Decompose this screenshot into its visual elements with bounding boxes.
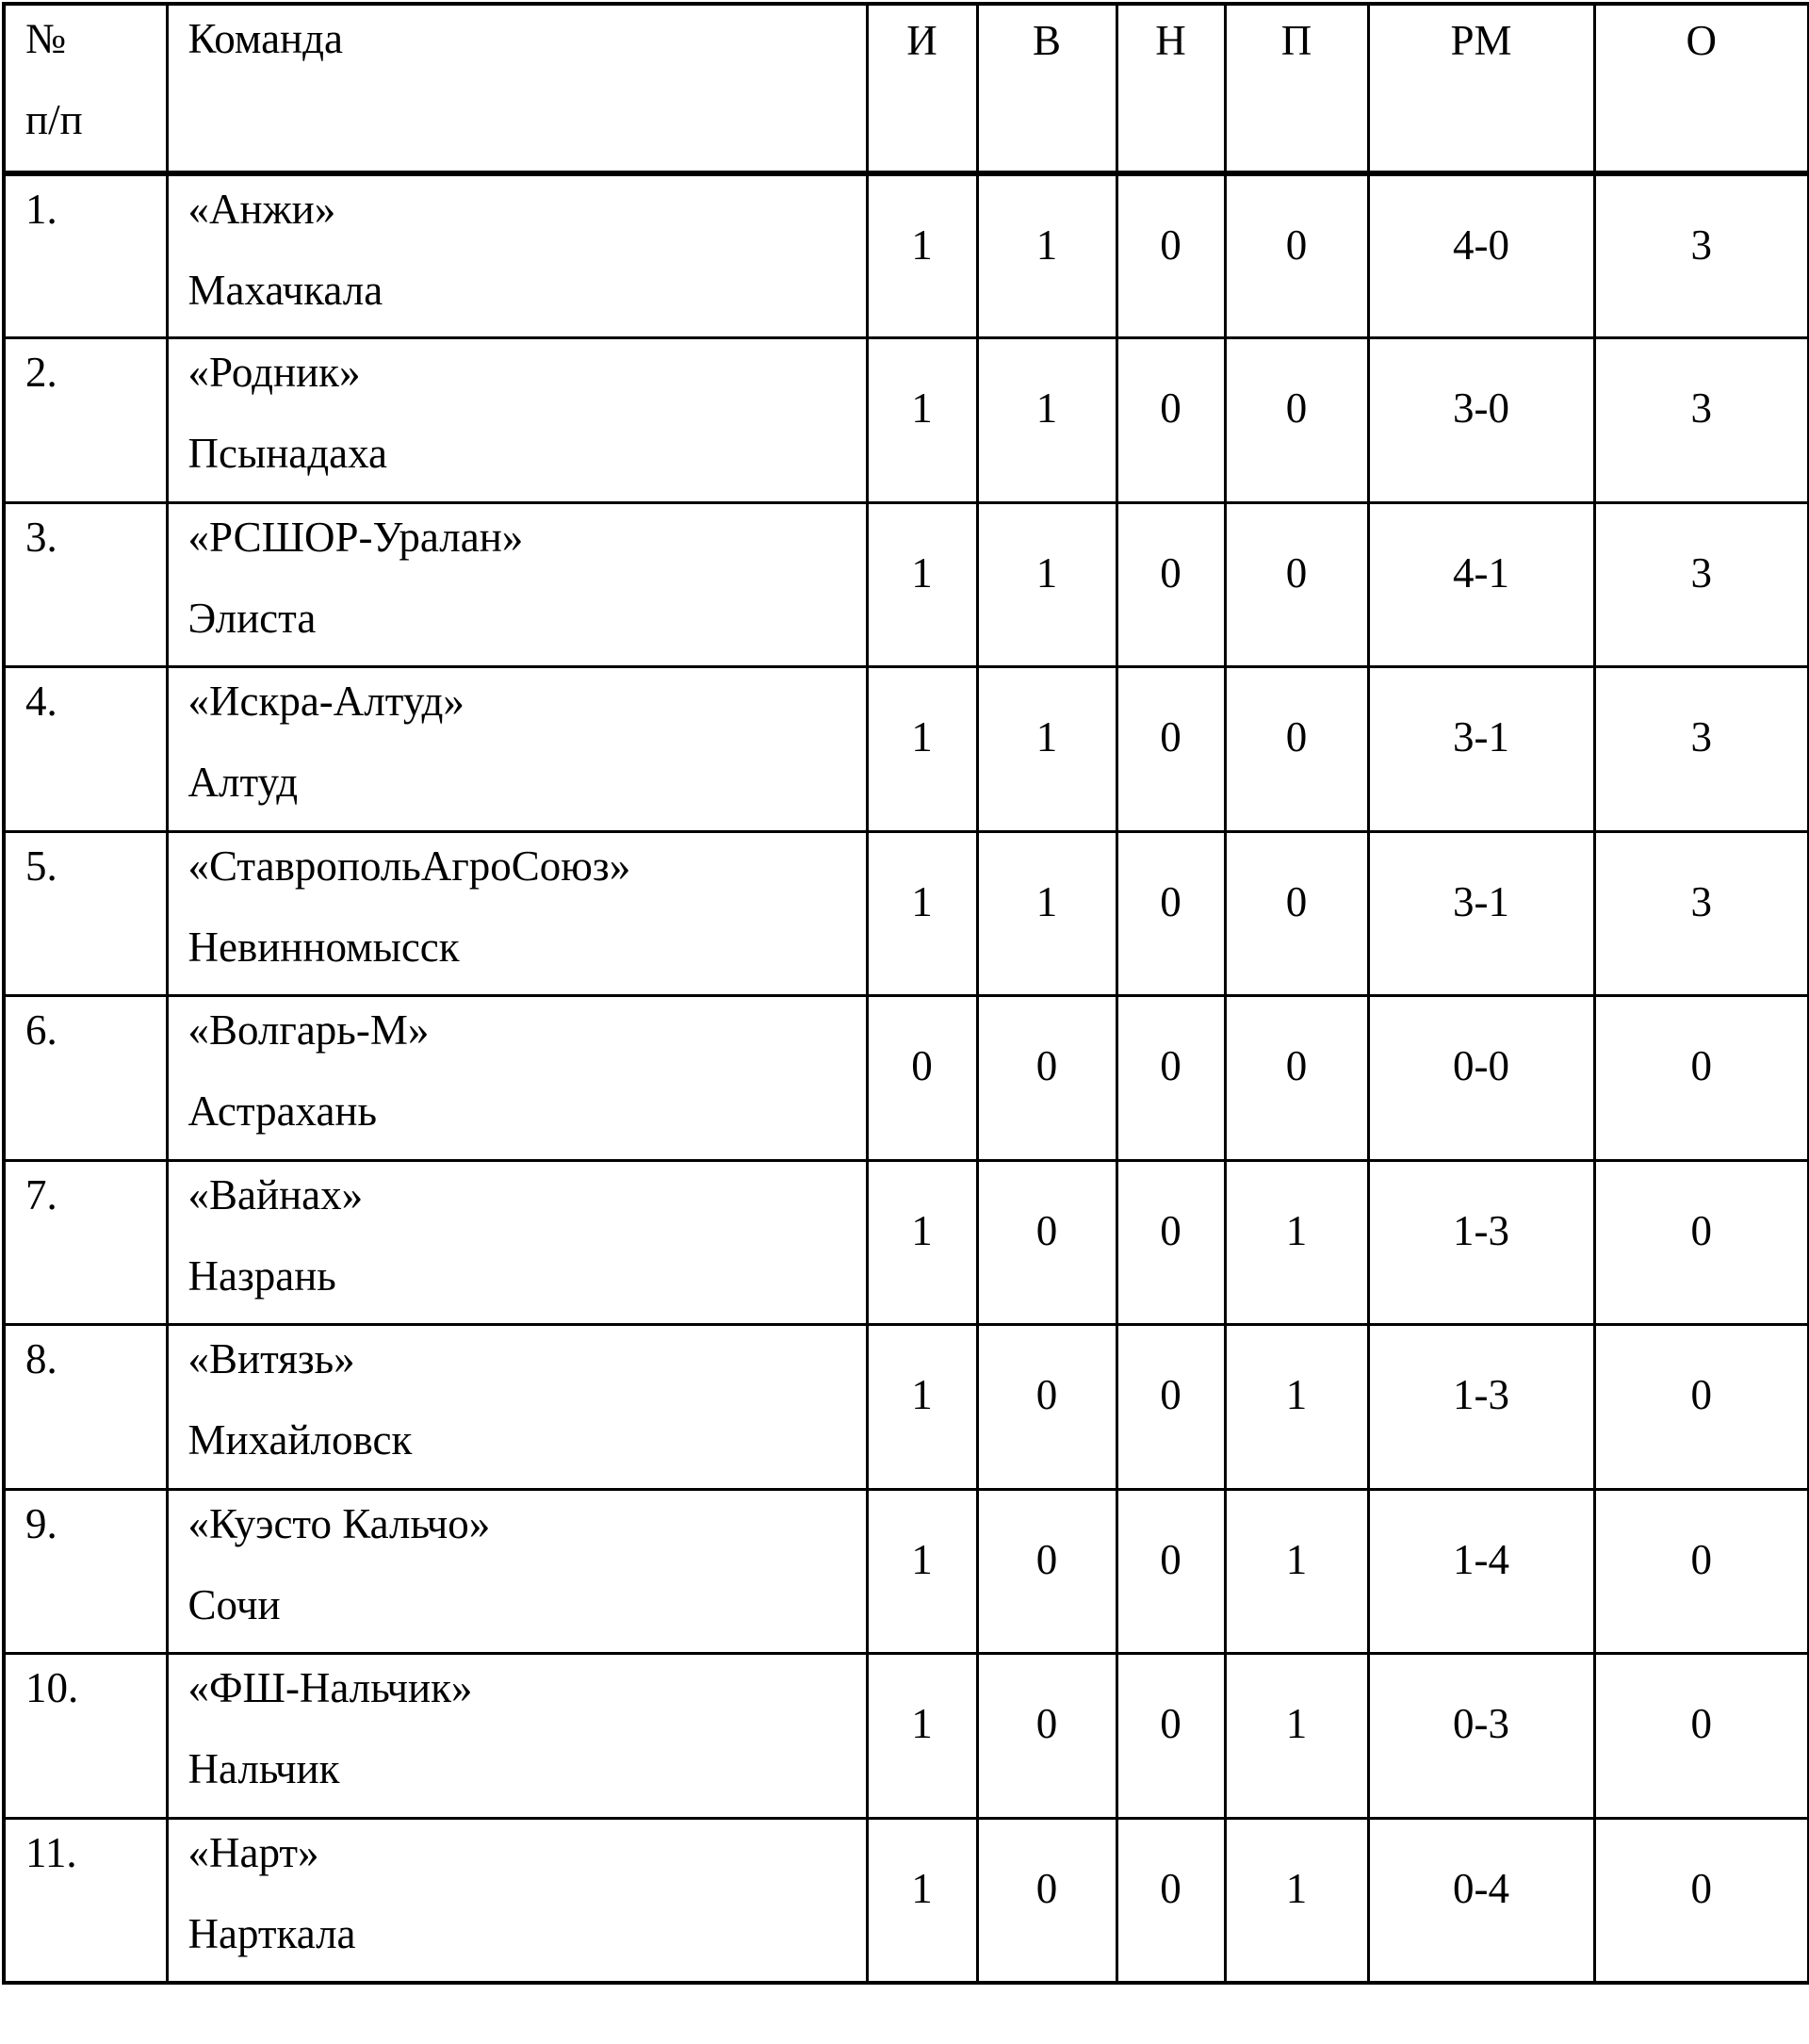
played-value: 1 <box>911 221 933 269</box>
goal-diff-cell <box>1368 173 1594 338</box>
points-value: 3 <box>1690 548 1712 597</box>
table-row <box>4 1489 1809 1654</box>
losses-value: 1 <box>1285 1700 1308 1747</box>
draws-cell <box>1116 1489 1225 1654</box>
team-city: Михайловск <box>187 1416 413 1464</box>
header-cell-draws <box>1116 4 1225 173</box>
team-cell <box>167 1325 867 1490</box>
wins-value: 1 <box>1035 877 1058 925</box>
team-cell <box>167 831 867 996</box>
row-index-cell <box>4 1654 167 1819</box>
losses-cell <box>1225 996 1368 1161</box>
standings-table <box>2 2 1809 1985</box>
goal-diff-value: 4-1 <box>1453 548 1509 597</box>
team-city: Махачкала <box>187 267 383 314</box>
wins-cell <box>977 1818 1116 1983</box>
points-value: 0 <box>1690 1535 1712 1583</box>
played-cell <box>867 1818 977 1983</box>
team-name: «Волгарь-М» <box>187 1006 430 1054</box>
wins-value: 0 <box>1035 1206 1058 1254</box>
goal-diff-cell <box>1368 1489 1594 1654</box>
wins-value: 0 <box>1035 1700 1058 1747</box>
team-cell <box>167 502 867 667</box>
played-cell <box>867 1160 977 1325</box>
losses-value: 0 <box>1285 877 1308 925</box>
table-row <box>4 338 1809 503</box>
team-cell <box>167 173 867 338</box>
played-cell <box>867 1325 977 1490</box>
header-cell-losses <box>1225 4 1368 173</box>
losses-cell <box>1225 1654 1368 1819</box>
goal-diff-value: 4-0 <box>1453 221 1509 269</box>
draws-cell <box>1116 1654 1225 1819</box>
points-cell <box>1594 502 1809 667</box>
row-index-cell <box>4 667 167 832</box>
header-cell-wins <box>977 4 1116 173</box>
points-cell <box>1594 1160 1809 1325</box>
team-city: Сочи <box>187 1580 281 1628</box>
wins-cell <box>977 667 1116 832</box>
points-value: 3 <box>1690 877 1712 925</box>
team-cell <box>167 338 867 503</box>
header-wins-label: В <box>1032 17 1061 64</box>
header-team-label: Команда <box>187 15 344 62</box>
played-value: 1 <box>911 1206 933 1254</box>
draws-value: 0 <box>1160 548 1182 597</box>
played-value: 1 <box>911 1535 933 1583</box>
goal-diff-value: 1-3 <box>1453 1371 1509 1418</box>
wins-value: 0 <box>1035 1042 1058 1089</box>
wins-cell <box>977 338 1116 503</box>
header-cell-played <box>867 4 977 173</box>
row-index-cell <box>4 831 167 996</box>
wins-cell <box>977 1654 1116 1819</box>
points-cell <box>1594 338 1809 503</box>
losses-value: 1 <box>1285 1371 1308 1418</box>
team-city: Псынадаха <box>187 430 388 477</box>
header-cell-number <box>4 4 167 173</box>
wins-value: 1 <box>1035 221 1058 269</box>
points-value: 3 <box>1690 384 1712 432</box>
row-index-cell <box>4 1325 167 1490</box>
draws-value: 0 <box>1160 1371 1182 1418</box>
row-index: 3. <box>25 513 57 561</box>
table-row <box>4 1325 1809 1490</box>
draws-value: 0 <box>1160 1535 1182 1583</box>
points-value: 0 <box>1690 1864 1712 1912</box>
draws-value: 0 <box>1160 713 1182 760</box>
team-cell <box>167 1818 867 1983</box>
points-value: 0 <box>1690 1700 1712 1747</box>
row-index: 5. <box>25 842 57 890</box>
header-played-label: И <box>906 17 937 64</box>
wins-value: 1 <box>1035 384 1058 432</box>
points-cell <box>1594 1654 1809 1819</box>
team-cell <box>167 1160 867 1325</box>
played-value: 0 <box>911 1042 933 1089</box>
team-name: «Нарт» <box>187 1828 319 1876</box>
wins-cell <box>977 173 1116 338</box>
team-city: Нарткала <box>187 1909 356 1957</box>
points-value: 0 <box>1690 1206 1712 1254</box>
header-losses-label: П <box>1280 17 1312 64</box>
played-cell <box>867 831 977 996</box>
played-cell <box>867 667 977 832</box>
table-row <box>4 1654 1809 1819</box>
table-row <box>4 173 1809 338</box>
team-city: Алтуд <box>187 759 299 806</box>
goal-diff-cell <box>1368 338 1594 503</box>
losses-cell <box>1225 1489 1368 1654</box>
goal-diff-value: 3-1 <box>1453 713 1509 760</box>
goal-diff-value: 0-3 <box>1453 1700 1509 1747</box>
goal-diff-cell <box>1368 1160 1594 1325</box>
points-value: 3 <box>1690 221 1712 269</box>
wins-cell <box>977 831 1116 996</box>
header-row <box>4 4 1809 173</box>
played-value: 1 <box>911 1864 933 1912</box>
goal-diff-value: 1-4 <box>1453 1535 1509 1583</box>
losses-value: 1 <box>1285 1864 1308 1912</box>
team-name: «Искра-Алтуд» <box>187 678 464 725</box>
points-value: 3 <box>1690 713 1712 760</box>
row-index-cell <box>4 1818 167 1983</box>
played-value: 1 <box>911 548 933 597</box>
team-name: «Вайнах» <box>187 1170 364 1218</box>
losses-cell <box>1225 1818 1368 1983</box>
goal-diff-cell <box>1368 667 1594 832</box>
draws-cell <box>1116 1325 1225 1490</box>
draws-cell <box>1116 502 1225 667</box>
goal-diff-cell <box>1368 831 1594 996</box>
row-index: 2. <box>25 349 57 396</box>
played-cell <box>867 502 977 667</box>
goal-diff-cell <box>1368 1325 1594 1490</box>
wins-cell <box>977 996 1116 1161</box>
losses-value: 0 <box>1285 221 1308 269</box>
header-number-line2: п/п <box>25 96 83 143</box>
header-points-label: О <box>1686 17 1717 64</box>
wins-cell <box>977 502 1116 667</box>
wins-cell <box>977 1160 1116 1325</box>
losses-cell <box>1225 831 1368 996</box>
table-row <box>4 1818 1809 1983</box>
draws-cell <box>1116 831 1225 996</box>
draws-cell <box>1116 1818 1225 1983</box>
losses-value: 0 <box>1285 384 1308 432</box>
header-cell-goal-diff <box>1368 4 1594 173</box>
header-draws-label: Н <box>1155 17 1186 64</box>
row-index: 4. <box>25 678 57 725</box>
played-value: 1 <box>911 1371 933 1418</box>
team-name: «Родник» <box>187 349 361 396</box>
losses-value: 0 <box>1285 713 1308 760</box>
draws-cell <box>1116 667 1225 832</box>
played-value: 1 <box>911 1700 933 1747</box>
team-cell <box>167 996 867 1161</box>
played-cell <box>867 996 977 1161</box>
row-index-cell <box>4 1489 167 1654</box>
wins-value: 0 <box>1035 1371 1058 1418</box>
losses-cell <box>1225 667 1368 832</box>
points-cell <box>1594 1489 1809 1654</box>
goal-diff-cell <box>1368 1654 1594 1819</box>
played-cell <box>867 173 977 338</box>
team-cell <box>167 1489 867 1654</box>
row-index-cell <box>4 338 167 503</box>
draws-cell <box>1116 1160 1225 1325</box>
points-value: 0 <box>1690 1042 1712 1089</box>
goal-diff-cell <box>1368 502 1594 667</box>
header-cell-points <box>1594 4 1809 173</box>
header-goal-diff-label: РМ <box>1450 17 1512 64</box>
losses-cell <box>1225 338 1368 503</box>
team-name: «Анжи» <box>187 186 336 233</box>
wins-value: 0 <box>1035 1535 1058 1583</box>
draws-value: 0 <box>1160 1206 1182 1254</box>
played-value: 1 <box>911 713 933 760</box>
row-index: 11. <box>25 1828 77 1876</box>
header-number-line1: № <box>25 15 66 62</box>
team-cell <box>167 667 867 832</box>
goal-diff-value: 3-1 <box>1453 877 1509 925</box>
table-row <box>4 996 1809 1161</box>
table-row <box>4 1160 1809 1325</box>
goal-diff-value: 0-0 <box>1453 1042 1509 1089</box>
goal-diff-value: 3-0 <box>1453 384 1509 432</box>
losses-value: 0 <box>1285 548 1308 597</box>
losses-value: 1 <box>1285 1206 1308 1254</box>
table-row <box>4 502 1809 667</box>
points-cell <box>1594 1818 1809 1983</box>
team-name: «СтавропольАгроСоюз» <box>187 842 631 890</box>
losses-cell <box>1225 173 1368 338</box>
points-cell <box>1594 996 1809 1161</box>
document-page <box>0 2 1809 1985</box>
draws-value: 0 <box>1160 1042 1182 1089</box>
table-row <box>4 667 1809 832</box>
losses-cell <box>1225 502 1368 667</box>
draws-value: 0 <box>1160 877 1182 925</box>
draws-value: 0 <box>1160 1864 1182 1912</box>
row-index-cell <box>4 502 167 667</box>
played-value: 1 <box>911 384 933 432</box>
goal-diff-cell <box>1368 1818 1594 1983</box>
row-index: 10. <box>25 1664 79 1711</box>
wins-value: 0 <box>1035 1864 1058 1912</box>
points-value: 0 <box>1690 1371 1712 1418</box>
row-index-cell <box>4 1160 167 1325</box>
draws-cell <box>1116 996 1225 1161</box>
played-cell <box>867 1489 977 1654</box>
goal-diff-cell <box>1368 996 1594 1161</box>
points-cell <box>1594 173 1809 338</box>
losses-value: 0 <box>1285 1042 1308 1089</box>
points-cell <box>1594 667 1809 832</box>
wins-value: 1 <box>1035 548 1058 597</box>
points-cell <box>1594 1325 1809 1490</box>
team-name: «РСШОР-Уралан» <box>187 513 524 561</box>
row-index-cell <box>4 173 167 338</box>
team-city: Астрахань <box>187 1087 378 1135</box>
header-cell-team <box>167 4 867 173</box>
losses-value: 1 <box>1285 1535 1308 1583</box>
wins-value: 1 <box>1035 713 1058 760</box>
team-cell <box>167 1654 867 1819</box>
draws-cell <box>1116 173 1225 338</box>
wins-cell <box>977 1489 1116 1654</box>
draws-cell <box>1116 338 1225 503</box>
row-index-cell <box>4 996 167 1161</box>
team-city: Нальчик <box>187 1745 340 1792</box>
row-index: 1. <box>25 186 57 233</box>
draws-value: 0 <box>1160 1700 1182 1747</box>
team-city: Невинномысск <box>187 923 460 971</box>
played-value: 1 <box>911 877 933 925</box>
draws-value: 0 <box>1160 221 1182 269</box>
row-index: 6. <box>25 1006 57 1054</box>
losses-cell <box>1225 1160 1368 1325</box>
losses-cell <box>1225 1325 1368 1490</box>
team-city: Назрань <box>187 1251 336 1300</box>
wins-cell <box>977 1325 1116 1490</box>
points-cell <box>1594 831 1809 996</box>
goal-diff-value: 1-3 <box>1453 1206 1509 1254</box>
row-index: 9. <box>25 1499 57 1547</box>
row-index: 8. <box>25 1335 57 1382</box>
team-name: «Куэсто Кальчо» <box>187 1499 491 1547</box>
row-index: 7. <box>25 1170 57 1218</box>
team-name: «Витязь» <box>187 1335 355 1382</box>
team-name: «ФШ-Нальчик» <box>187 1664 473 1711</box>
goal-diff-value: 0-4 <box>1453 1864 1509 1912</box>
draws-value: 0 <box>1160 384 1182 432</box>
table-row <box>4 831 1809 996</box>
played-cell <box>867 1654 977 1819</box>
played-cell <box>867 338 977 503</box>
team-city: Элиста <box>187 594 317 642</box>
